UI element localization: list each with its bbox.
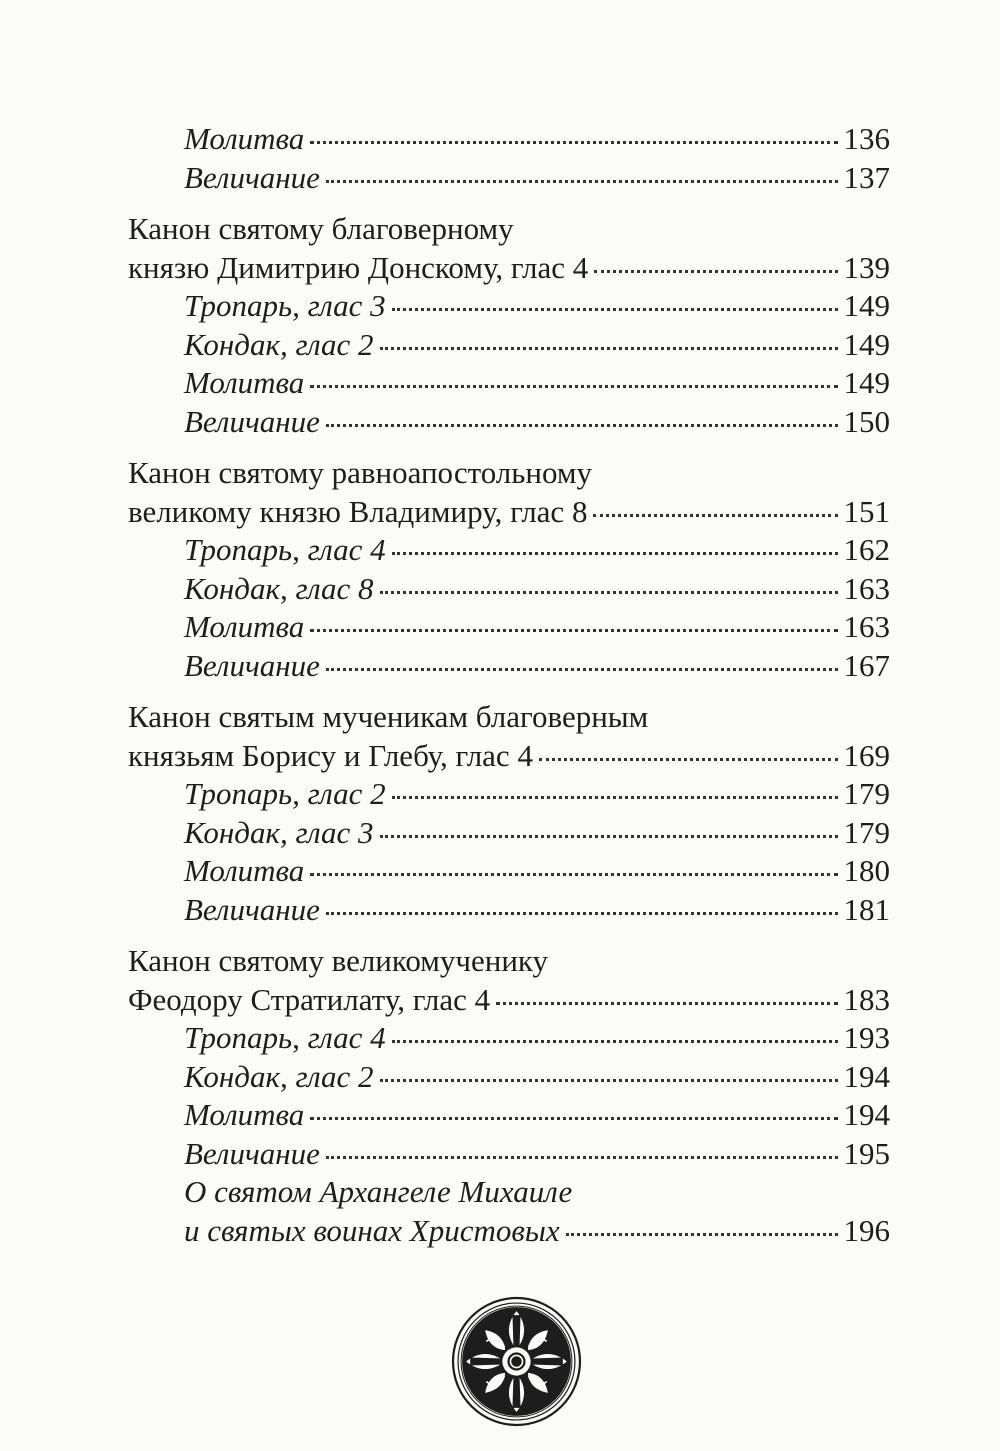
toc-page-number: 196 (843, 1212, 890, 1248)
toc-page-number: 163 (843, 570, 890, 606)
toc-entry-title: князьям Борису и Глебу, глас 4 (128, 737, 533, 773)
dot-leader (380, 591, 838, 594)
dot-leader (392, 796, 838, 799)
toc-page-number: 180 (843, 853, 890, 888)
toc-entry-title: Канон святому великомученику (128, 943, 549, 978)
dot-leader (310, 1117, 837, 1120)
toc-page-number: 181 (843, 891, 890, 927)
toc-entry-title: Молитва (184, 853, 305, 888)
dot-leader (392, 1040, 838, 1043)
toc-page-number: 136 (843, 121, 890, 156)
toc-entry[interactable] (128, 403, 890, 442)
dot-leader (593, 514, 837, 517)
dot-leader (326, 668, 838, 671)
toc-entry[interactable] (128, 608, 890, 647)
toc-entry[interactable] (128, 775, 890, 814)
toc-entry-title: Величание (184, 647, 320, 683)
toc-entry-title: Величание (184, 159, 320, 195)
toc-page-number: 149 (843, 365, 890, 400)
toc-page-number: 194 (843, 1097, 890, 1132)
toc-entry-title: Молитва (184, 1097, 305, 1132)
toc-entry[interactable] (128, 249, 890, 288)
toc-entry-title: Тропарь, глас 2 (184, 776, 386, 811)
toc-entry[interactable] (128, 120, 890, 159)
toc-entry[interactable] (128, 647, 890, 686)
toc-entry-title: О святом Архангеле Михаиле (184, 1174, 573, 1209)
toc-page-number: 169 (843, 737, 890, 773)
dot-leader (326, 912, 838, 915)
toc-entry-title: Величание (184, 403, 320, 439)
toc-entry[interactable] (128, 1058, 890, 1097)
toc-entry[interactable] (128, 1173, 890, 1212)
toc-entry[interactable] (128, 326, 890, 365)
toc-section-heading[interactable] (128, 454, 890, 493)
toc-entry[interactable] (128, 531, 890, 570)
table-of-contents (128, 120, 890, 1250)
toc-entry[interactable] (128, 364, 890, 403)
toc-entry-title: Канон святым мученикам благоверным (128, 699, 649, 734)
toc-entry-title: и святых воинах Христовых (184, 1212, 560, 1248)
dot-leader (326, 180, 838, 183)
toc-entry-title: Кондак, глас 2 (184, 326, 374, 362)
dot-leader (326, 424, 838, 427)
toc-page-number: 137 (843, 159, 890, 195)
toc-entry-title: князю Димитрию Донскому, глас 4 (128, 249, 589, 285)
toc-entry-title: Величание (184, 1135, 320, 1171)
toc-page-number: 149 (843, 326, 890, 362)
dot-leader (539, 758, 838, 761)
toc-entry-title: Молитва (184, 121, 305, 156)
toc-entry[interactable] (128, 1135, 890, 1174)
toc-page-number: 193 (843, 1020, 890, 1055)
toc-entry[interactable] (128, 814, 890, 853)
toc-page-number: 163 (843, 609, 890, 644)
toc-entry[interactable] (128, 891, 890, 930)
toc-page-number: 167 (843, 647, 890, 683)
toc-entry-title: Тропарь, глас 3 (184, 288, 386, 323)
toc-entry[interactable] (128, 1096, 890, 1135)
toc-entry[interactable] (128, 570, 890, 609)
toc-entry-title: Величание (184, 891, 320, 927)
toc-entry[interactable] (128, 1019, 890, 1058)
toc-page-number: 150 (843, 403, 890, 439)
toc-page-number: 195 (843, 1135, 890, 1171)
toc-page-number: 179 (843, 814, 890, 850)
toc-entry-title: Молитва (184, 609, 305, 644)
dot-leader (496, 1002, 837, 1005)
toc-page-number: 179 (843, 776, 890, 811)
toc-entry[interactable] (128, 737, 890, 776)
toc-section-heading[interactable] (128, 210, 890, 249)
toc-entry[interactable] (128, 287, 890, 326)
dot-leader (310, 385, 837, 388)
toc-entry-title: Молитва (184, 365, 305, 400)
dot-leader (392, 308, 838, 311)
dot-leader (326, 1156, 838, 1159)
cross-rosette-ornament-icon (451, 1296, 582, 1427)
toc-entry-title: Канон святому равноапостольному (128, 455, 593, 490)
toc-section-heading[interactable] (128, 698, 890, 737)
dot-leader (380, 1079, 838, 1082)
toc-entry-title: великому князю Владимиру, глас 8 (128, 493, 588, 529)
dot-leader (310, 141, 837, 144)
toc-entry-title: Феодору Стратилату, глас 4 (128, 981, 491, 1017)
dot-leader (310, 629, 837, 632)
toc-entry[interactable] (128, 1212, 890, 1251)
dot-leader (566, 1233, 838, 1236)
toc-page-number: 162 (843, 532, 890, 567)
toc-entry-title: Кондак, глас 2 (184, 1058, 374, 1094)
toc-entry-title: Тропарь, глас 4 (184, 1020, 386, 1055)
toc-page-number: 194 (843, 1058, 890, 1094)
dot-leader (310, 873, 837, 876)
toc-entry-title: Тропарь, глас 4 (184, 532, 386, 567)
toc-entry-title: Канон святому благоверному (128, 211, 514, 246)
toc-entry[interactable] (128, 981, 890, 1020)
toc-section-heading[interactable] (128, 942, 890, 981)
dot-leader (380, 347, 838, 350)
dot-leader (392, 552, 838, 555)
toc-page-number: 139 (843, 249, 890, 285)
toc-entry[interactable] (128, 493, 890, 532)
toc-entry-title: Кондак, глас 8 (184, 570, 374, 606)
toc-page-number: 149 (843, 288, 890, 323)
toc-entry[interactable] (128, 159, 890, 198)
dot-leader (594, 270, 837, 273)
dot-leader (380, 835, 838, 838)
toc-entry-title: Кондак, глас 3 (184, 814, 374, 850)
toc-page-number: 151 (843, 493, 890, 529)
toc-entry[interactable] (128, 852, 890, 891)
toc-page-number: 183 (843, 981, 890, 1017)
